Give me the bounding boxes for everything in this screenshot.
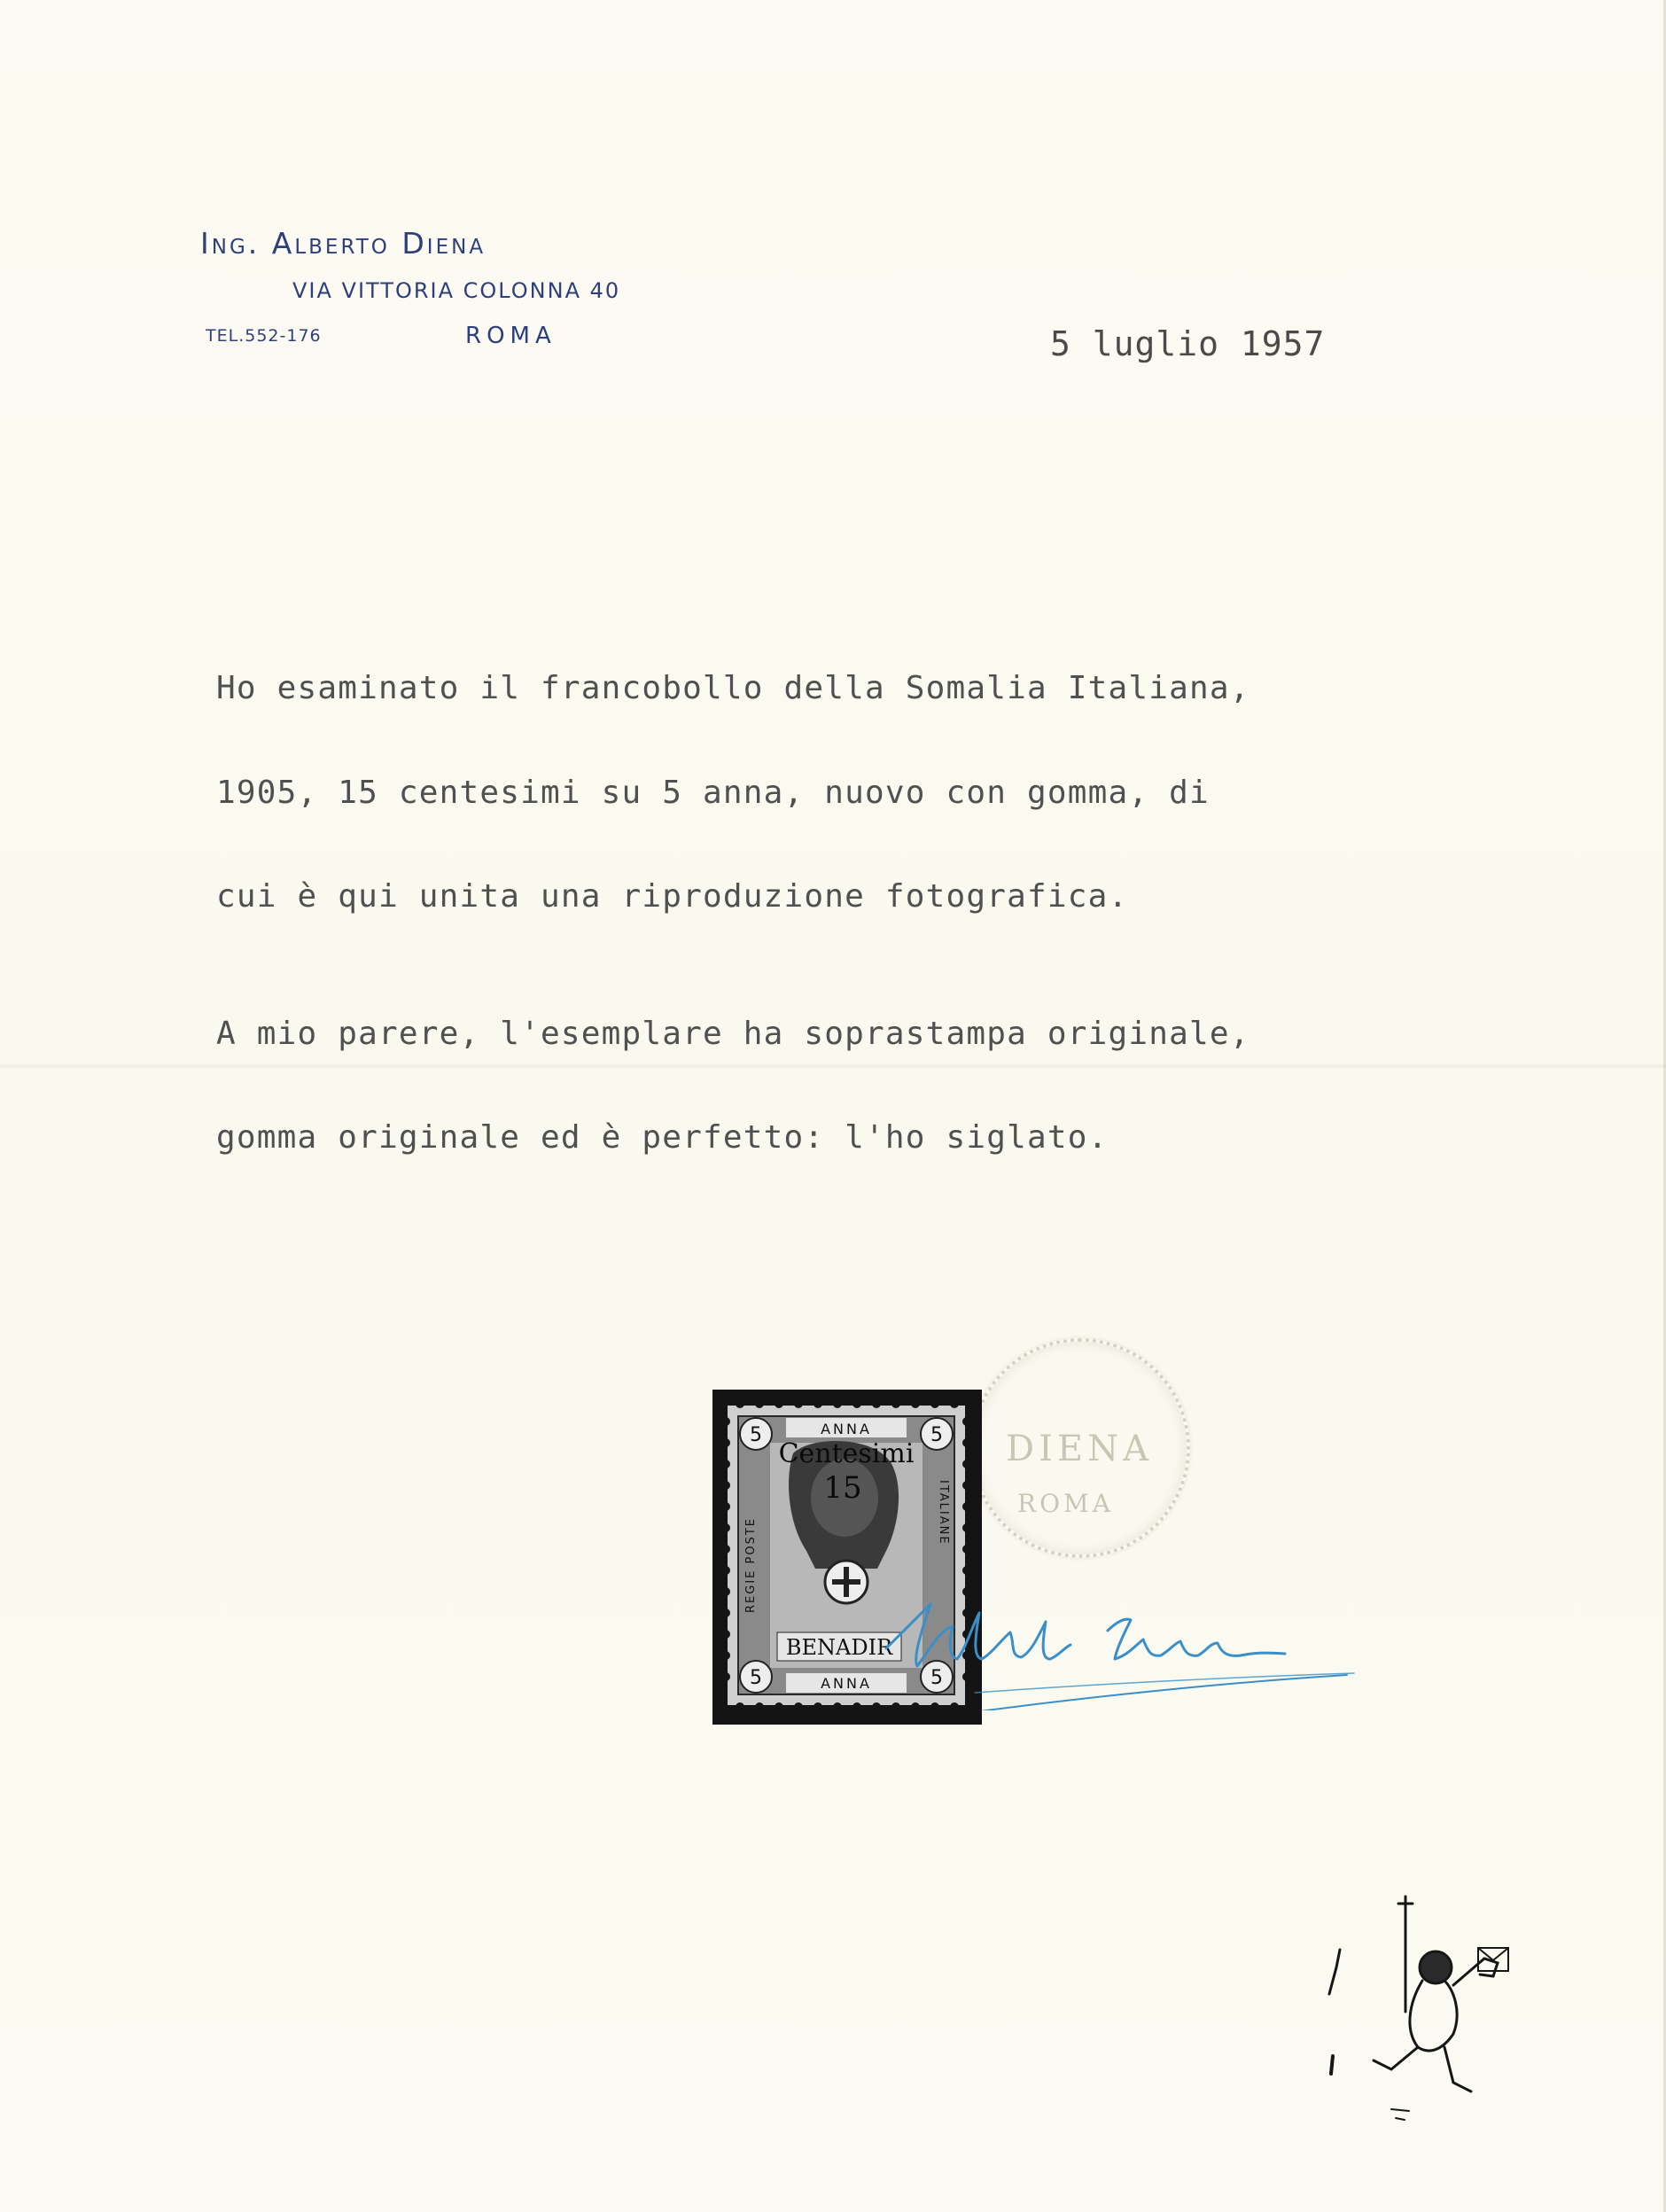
body-line-5: gomma originale ed è perfetto: l'ho siglato.: [216, 1119, 1109, 1156]
seal-text-city: ROMA: [1017, 1489, 1114, 1518]
letter-date: 5 luglio 1957: [1050, 324, 1326, 363]
paper-fold-line: [0, 1063, 1666, 1069]
letterhead-name: Ing. Alberto Diena: [200, 226, 487, 261]
letterhead-city: ROMA: [465, 323, 557, 349]
corner-value-tl: 5: [750, 1424, 762, 1446]
corner-value-bl: 5: [750, 1667, 762, 1689]
stamp-left-text: REGIE POSTE: [744, 1517, 758, 1613]
body-line-3: cui è qui unita una riproduzione fotografica.: [216, 878, 1129, 915]
letterhead-telephone: TEL.552-176: [206, 326, 322, 346]
expert-guarantee-mark: [1320, 1879, 1533, 2136]
handwritten-signature: [868, 1577, 1365, 1710]
stamp-top-label: ANNA: [821, 1421, 872, 1437]
body-line-2: 1905, 15 centesimi su 5 anna, nuovo con gomma, di: [216, 775, 1210, 811]
overprint-word: Centesimi: [778, 1438, 915, 1469]
body-line-1: Ho esaminato il francobollo della Somalia Italiana,: [216, 670, 1250, 706]
stamp-bottom-label: ANNA: [821, 1675, 872, 1692]
corner-value-tr: 5: [930, 1424, 943, 1446]
body-line-4: A mio parere, l'esemplare ha soprastampa originale,: [216, 1016, 1250, 1052]
letterhead-address: VIA VITTORIA COLONNA 40: [292, 278, 621, 303]
overprint-value: 15: [823, 1470, 862, 1506]
corner-value-br: 5: [930, 1667, 943, 1689]
stamp-country: BENADIR: [785, 1635, 893, 1660]
seal-text-name: DIENA: [1006, 1429, 1153, 1469]
stamp-right-text: ITALIANE: [937, 1480, 950, 1546]
